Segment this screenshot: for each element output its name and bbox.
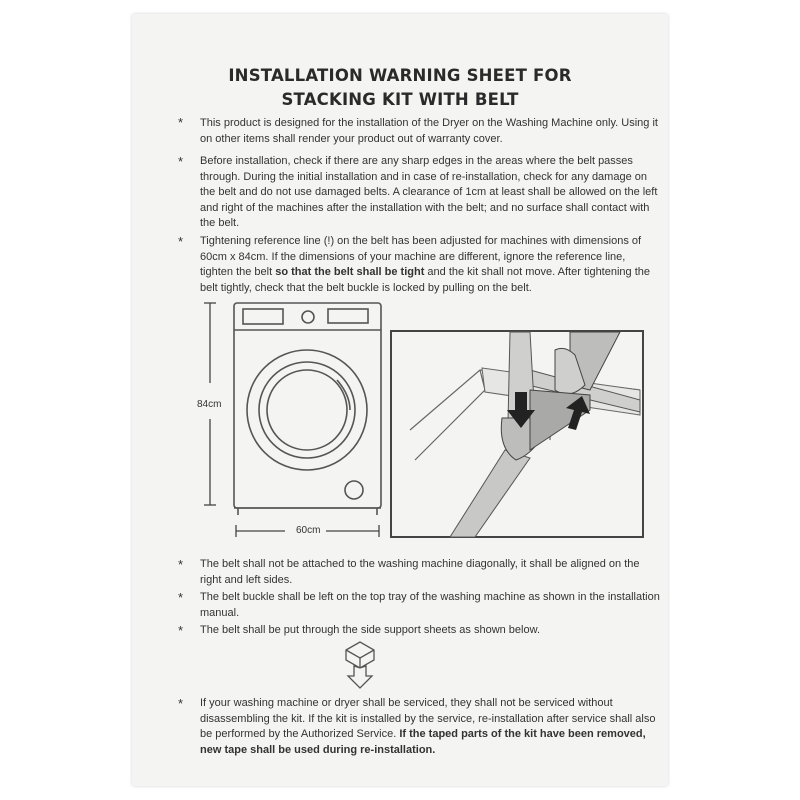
title-line-1: INSTALLATION WARNING SHEET FOR (228, 66, 572, 85)
bullet-warranty: This product is designed for the installation of the Dryer on the Washing Machine only. Using it on other items shall render your product out of warranty cover. (200, 117, 658, 145)
bullet-tightening: Tightening reference line (!) on the belt has been adjusted for machines with dimensions of 60cm x 84cm. If the dimensions of your machine are different, ignore the reference line, tighten the belt so that the belt shall be tight and the kit shall not move. After tightening the belt tightly, check that the belt buckle is locked by pulling on the belt. (200, 235, 650, 294)
bullet-marker: * (178, 154, 184, 169)
width-label: 60cm (296, 525, 321, 536)
bullet-sharp-edges: Before installation, check if there are any sharp edges in the areas where the belt passes through. During the initial installation and in case of re-installation, check for any damage on the belt and do not use damaged belts. A clearance of 1cm at least shall be allowed on the left and right of the machines after the installation with the belt; and no surface shall contact with the belt. (200, 155, 658, 230)
bullet-side-support: The belt shall be put through the side support sheets as shown below. (200, 624, 540, 636)
bullet-marker: * (178, 234, 184, 249)
height-label: 84cm (197, 399, 222, 410)
bullet-marker: * (178, 696, 184, 711)
bullet-marker: * (178, 557, 184, 572)
side-support-icon (336, 638, 386, 690)
bullet-marker: * (178, 623, 184, 638)
bullet-marker: * (178, 590, 184, 605)
bullet-alignment: The belt shall not be attached to the washing machine diagonally, it shall be aligned on the right and left sides. (200, 558, 640, 586)
bullet-service: If your washing machine or dryer shall be serviced, they shall not be serviced without disassembling the kit. If the kit is installed by the service, re-installation after service shall also be performed by the Authorized Service. If the taped parts of the kit have been removed, new tape shall be used during re-installation. (200, 697, 656, 756)
washing-machine-diagram (190, 295, 390, 540)
bullet-buckle: The belt buckle shall be left on the top tray of the washing machine as shown in the installation manual. (200, 591, 660, 619)
title-line-2: STACKING KIT WITH BELT (281, 90, 519, 109)
belt-installation-illustration (390, 330, 645, 540)
bullet-marker: * (178, 115, 184, 130)
